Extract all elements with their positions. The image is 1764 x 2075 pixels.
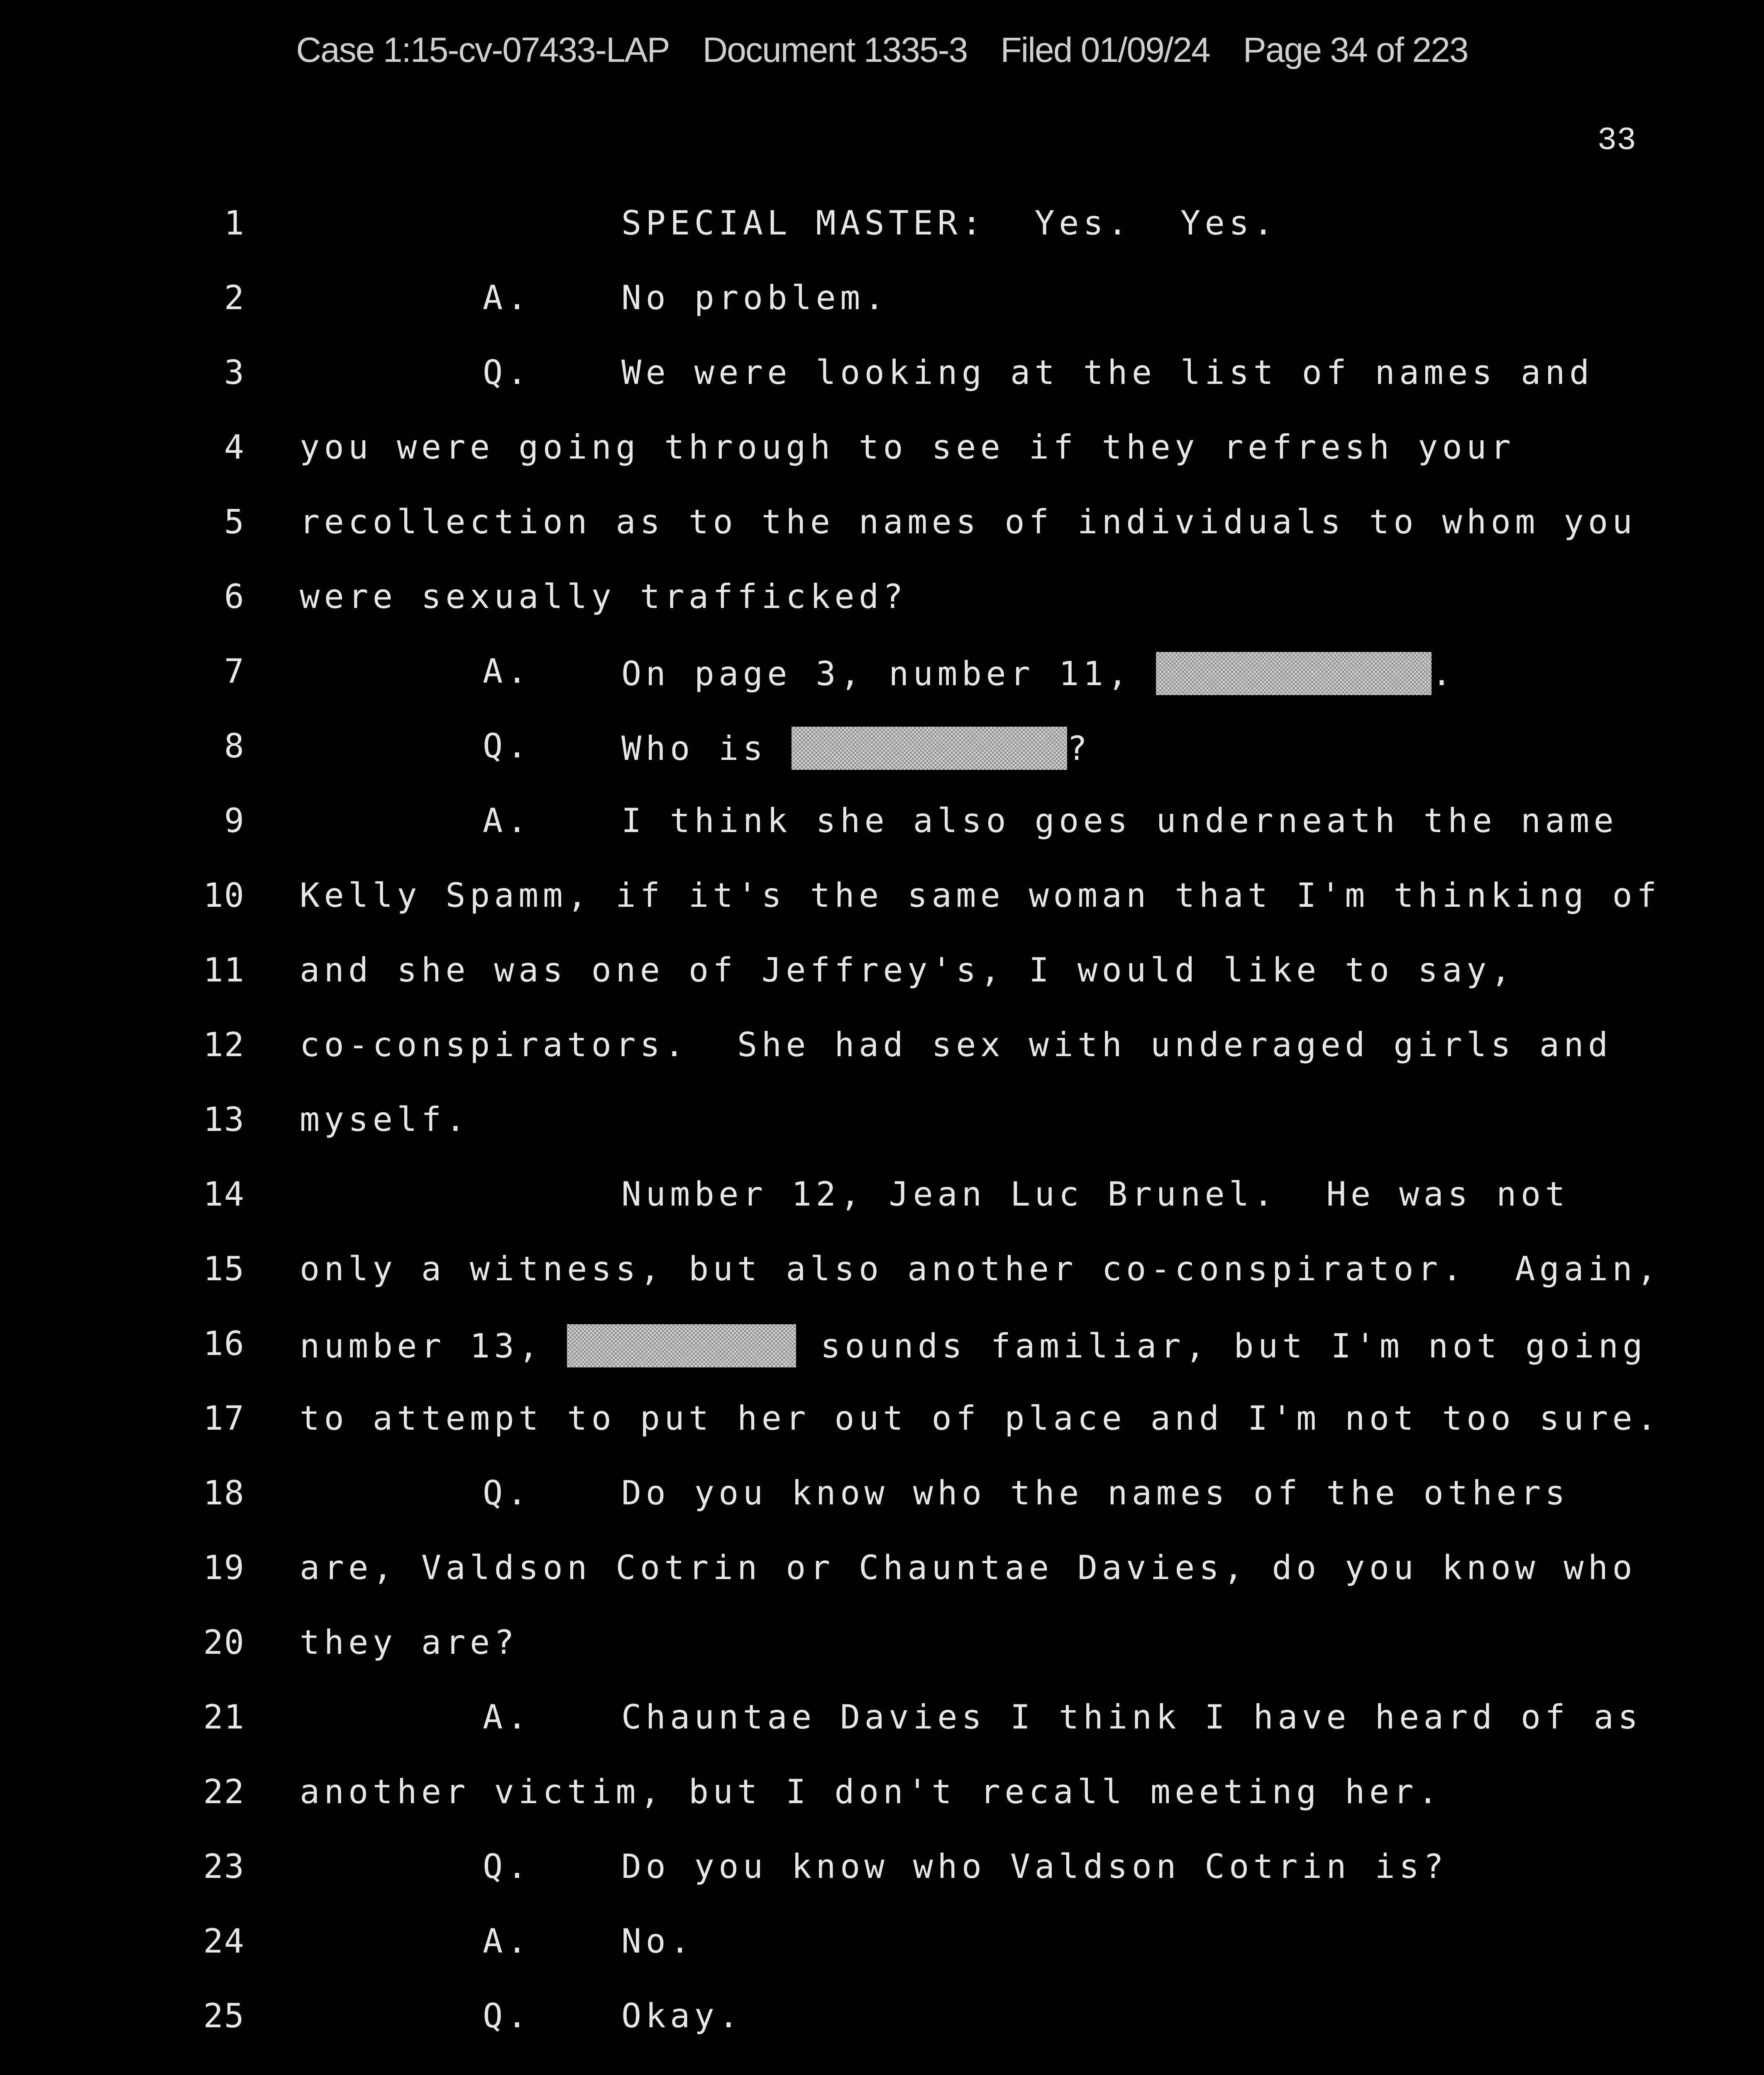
line-text-after: ? [1067,729,1092,768]
line-number: 18 [203,1474,245,1512]
line-text: are, Valdson Cotrin or Chauntae Davies, do you know who [300,1548,1637,1587]
transcript-line [0,801,1764,876]
transcript-line [0,204,1764,278]
transcript-line [0,1548,1764,1623]
speaker-label: Q. [483,1474,532,1512]
transcript-line [0,1250,1764,1324]
transcript-line [0,727,1764,801]
line-number: 22 [203,1772,245,1811]
redaction-box [1156,652,1432,695]
transcript-line [0,353,1764,428]
speaker-label: A. [483,278,532,317]
transcript-line [0,1847,1764,1922]
transcript-line [0,428,1764,503]
transcript-line [0,503,1764,577]
line-text-after: sounds familiar, but I'm not going [796,1327,1647,1365]
line-number: 12 [203,1025,245,1064]
line-number: 6 [224,577,245,616]
filed-date: Filed 01/09/24 [1000,30,1210,69]
transcript-line [0,1100,1764,1175]
line-number: 16 [203,1324,245,1363]
speaker-label: A. [483,801,532,840]
transcript-line [0,1025,1764,1100]
redaction-box [567,1324,796,1367]
line-text [300,1324,1647,1367]
page-count: Page 34 of 223 [1243,30,1468,69]
speaker-label: A. [483,1922,532,1960]
line-number: 17 [203,1399,245,1438]
line-text: SPECIAL MASTER: Yes. Yes. [621,204,1278,242]
line-text-before: On page 3, number 11, [621,654,1156,693]
transcript-line [0,1772,1764,1847]
line-text: We were looking at the list of names and [621,353,1594,392]
line-text: Number 12, Jean Luc Brunel. He was not [621,1175,1569,1213]
transcript-line [0,876,1764,951]
speaker-label: Q. [483,1997,532,2035]
transcript-line [0,1698,1764,1772]
line-text: Do you know who Valdson Cotrin is? [621,1847,1448,1886]
line-text [621,727,1092,770]
line-number: 13 [203,1100,245,1139]
line-text: co-conspirators. She had sex with underaged girls and [300,1025,1613,1064]
line-text-after: . [1432,654,1456,693]
redaction-box [792,727,1067,770]
transcript-page-number: 33 [1597,122,1636,159]
line-number: 9 [224,801,245,840]
line-text-before: Who is [621,729,792,768]
line-number: 21 [203,1698,245,1736]
line-text: No problem. [621,278,889,317]
speaker-label: Q. [483,353,532,392]
line-text: you were going through to see if they refresh your [300,428,1515,466]
line-number: 10 [203,876,245,915]
document-number: Document 1335-3 [702,30,968,69]
line-number: 5 [224,503,245,541]
transcript-line [0,1623,1764,1698]
line-text: were sexually trafficked? [300,577,908,616]
speaker-label: Q. [483,1847,532,1886]
line-text: and she was one of Jeffrey's, I would like to say, [300,951,1515,989]
line-number: 20 [203,1623,245,1662]
case-number: Case 1:15-cv-07433-LAP [296,30,669,69]
line-text: they are? [300,1623,519,1662]
line-number: 25 [203,1997,245,2035]
line-number: 15 [203,1250,245,1288]
line-text: No. [621,1922,694,1960]
line-number: 8 [224,727,245,765]
line-text: recollection as to the names of individuals to whom you [300,503,1637,541]
line-text-before: number 13, [300,1327,567,1365]
transcript-line [0,278,1764,353]
line-number: 19 [203,1548,245,1587]
line-number: 24 [203,1922,245,1960]
transcript-line [0,1324,1764,1399]
case-header [0,30,1764,80]
line-number: 3 [224,353,245,392]
line-number: 11 [203,951,245,989]
line-text: to attempt to put her out of place and I'm not too sure. [300,1399,1661,1438]
line-text: myself. [300,1100,470,1139]
line-text: I think she also goes underneath the name [621,801,1618,840]
line-text: only a witness, but also another co-conspirator. Again, [300,1250,1661,1288]
line-number: 4 [224,428,245,466]
line-text [621,652,1456,695]
line-number: 1 [224,204,245,242]
transcript-line [0,1474,1764,1548]
line-number: 14 [203,1175,245,1213]
line-text: Kelly Spamm, if it's the same woman that I'm thinking of [300,876,1661,915]
line-number: 23 [203,1847,245,1886]
line-text: Do you know who the names of the others [621,1474,1569,1512]
transcript-line [0,577,1764,652]
line-text: Chauntae Davies I think I have heard of as [621,1698,1642,1736]
transcript-line [0,1399,1764,1474]
speaker-label: A. [483,1698,532,1736]
transcript-line [0,951,1764,1025]
line-text: another victim, but I don't recall meeting her. [300,1772,1442,1811]
transcript-line [0,652,1764,727]
transcript-line [0,1175,1764,1250]
transcript-line [0,1922,1764,1997]
speaker-label: Q. [483,727,532,765]
transcript-line [0,1997,1764,2071]
line-text: Okay. [621,1997,743,2035]
line-number: 2 [224,278,245,317]
speaker-label: A. [483,652,532,691]
line-number: 7 [224,652,245,691]
